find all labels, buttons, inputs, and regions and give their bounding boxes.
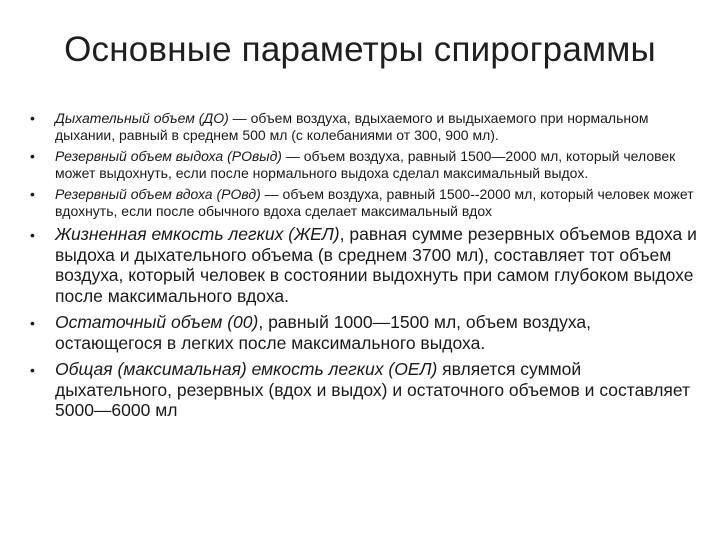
term-description: — объем воздуха, равный 1500—2000 мл, который человек может выдохнуть, если после нормального выдоха сделал максимальный выдох. (55, 148, 676, 181)
term-label: Резервный объем вдоха (РОвд) (55, 186, 261, 202)
slide-title: Основные параметры спирограммы (64, 30, 656, 69)
list-item-residual-volume (30, 312, 700, 353)
bullet-icon: • (30, 362, 35, 378)
term-label: Резервный объем выдоха (РОвыд) (55, 148, 282, 164)
bullet-icon: • (30, 148, 35, 164)
term-description: — объем воздуха, вдыхаемого и выдыхаемого при нормальном дыхании, равный в среднем 500 мл (с колебаниями от 300, 900 мл). (55, 110, 649, 143)
term-label: Жизненная емкость легких (ЖЕЛ) (55, 224, 340, 244)
list-item-inspiratory-reserve (30, 186, 700, 219)
bullet-list (30, 110, 700, 427)
term-label: Общая (максимальная) емкость легких (ОЕЛ) (55, 359, 438, 379)
term-description: является суммой дыхательного, резервных (вдох и выдох) и остаточного объемов и составляет 5000—6000 мл (55, 359, 691, 420)
term-label: Остаточный объем (00) (55, 312, 259, 332)
list-item-expiratory-reserve (30, 148, 700, 181)
bullet-icon: • (30, 227, 35, 243)
term-label: Дыхательный объем (ДО) (55, 110, 229, 126)
list-item-total-capacity (30, 359, 700, 421)
term-description: — объем воздуха, равный 1500--2000 мл, который человек может вдохнуть, если после обычного вдоха сделает максимальный вдох (55, 186, 694, 219)
list-item-vital-capacity (30, 224, 700, 306)
bullet-icon: • (30, 186, 35, 202)
bullet-icon: • (30, 315, 35, 331)
bullet-icon: • (30, 110, 35, 126)
term-description: , равный 1000—1500 мл, объем воздуха, остающегося в легких после максимального выдоха. (55, 312, 592, 353)
list-item-tidal-volume (30, 110, 700, 143)
term-description: , равная сумме резервных объемов вдоха и выдоха и дыхательного объема (в среднем 3700 мл), составляет тот объем воздуха, который человек в состоянии выдохнуть при самом глубоком выдохе после максимального вдоха. (55, 224, 697, 306)
